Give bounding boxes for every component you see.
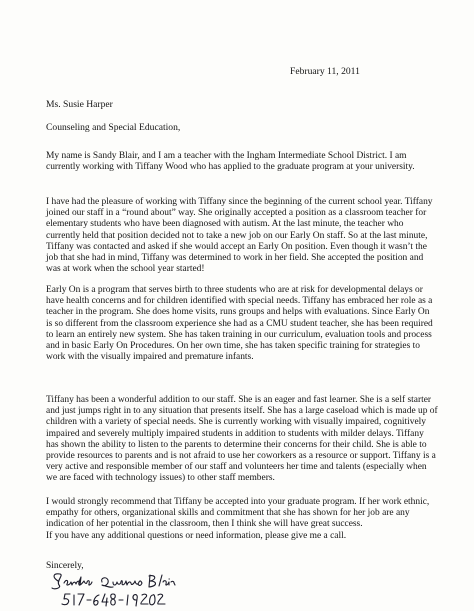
paragraph-background: I have had the pleasure of working with Tiffany since the beginning of the current school year. Tiffany joined our staff in a “round about” way. She originally accepted a position as a classroom teacher for elementary students who have been diagnosed with autism. At the last minute, the teacher who currently held that position decided not to take a new job on our Early On staff. So at the last minute, Tiffany was contacted and asked if she would accept an Early On position. Even though it wasn’t the job that she had in mind, Tiffany was determined to work in her field. She accepted the position and was at work when the school year started!	[46, 197, 433, 275]
recipient-name: Ms. Susie Harper	[46, 99, 113, 110]
handwritten-signature	[50, 571, 250, 611]
recipient-department: Counseling and Special Education,	[46, 122, 181, 133]
letter-date: February 11, 2011	[290, 66, 360, 77]
closing-salutation: Sincerely,	[46, 561, 84, 571]
paragraph-contact: If you have any additional questions or need information, please give me a call.	[46, 531, 347, 541]
paragraph-recommendation: I would strongly recommend that Tiffany be accepted into your graduate program. If her work ethnic, empathy for others, organizational skills and commitment that she has shown for her job are any indication of her potential in the classroom, then I think she will have great success.	[46, 497, 430, 530]
paragraph-qualities: Tiffany has been a wonderful addition to our staff. She is an eager and fast learner. She is a self starter and just jumps right in to any situation that presents itself. She has a large caseload which is made up of children with a variety of special needs. She is currently working with visually impaired, cognitively impaired and severely multiply impaired students in addition to students with milder delays. Tiffany has shown the ability to listen to the parents to determine their concerns for their child. She is able to provide resources to parents and is not afraid to use her coworkers as a resource or support. Tiffany is a very active and responsible member of our staff and volunteers her time and talents (especially when we are faced with technology issues) to other staff members.	[46, 395, 438, 484]
paragraph-early-on: Early On is a program that serves birth to three students who are at risk for developmental delays or have health concerns and for children identified with special needs. Tiffany has embraced her role as a teacher in the program. She does home visits, runs groups and helps with evaluations. Since Early On is so different from the classroom experience she had as a CMU student teacher, she has been required to learn an entirely new system. She has taken training in our curriculum, evaluation tools and process and in basic Early On Procedures. On her own time, she has taken specific training for strategies to work with the visually impaired and premature infants.	[46, 285, 433, 363]
paragraph-introduction: My name is Sandy Blair, and I am a teacher with the Ingham Intermediate School District. I am currently working with Tiffany Wood who has applied to the graduate program at your university.	[46, 151, 415, 173]
